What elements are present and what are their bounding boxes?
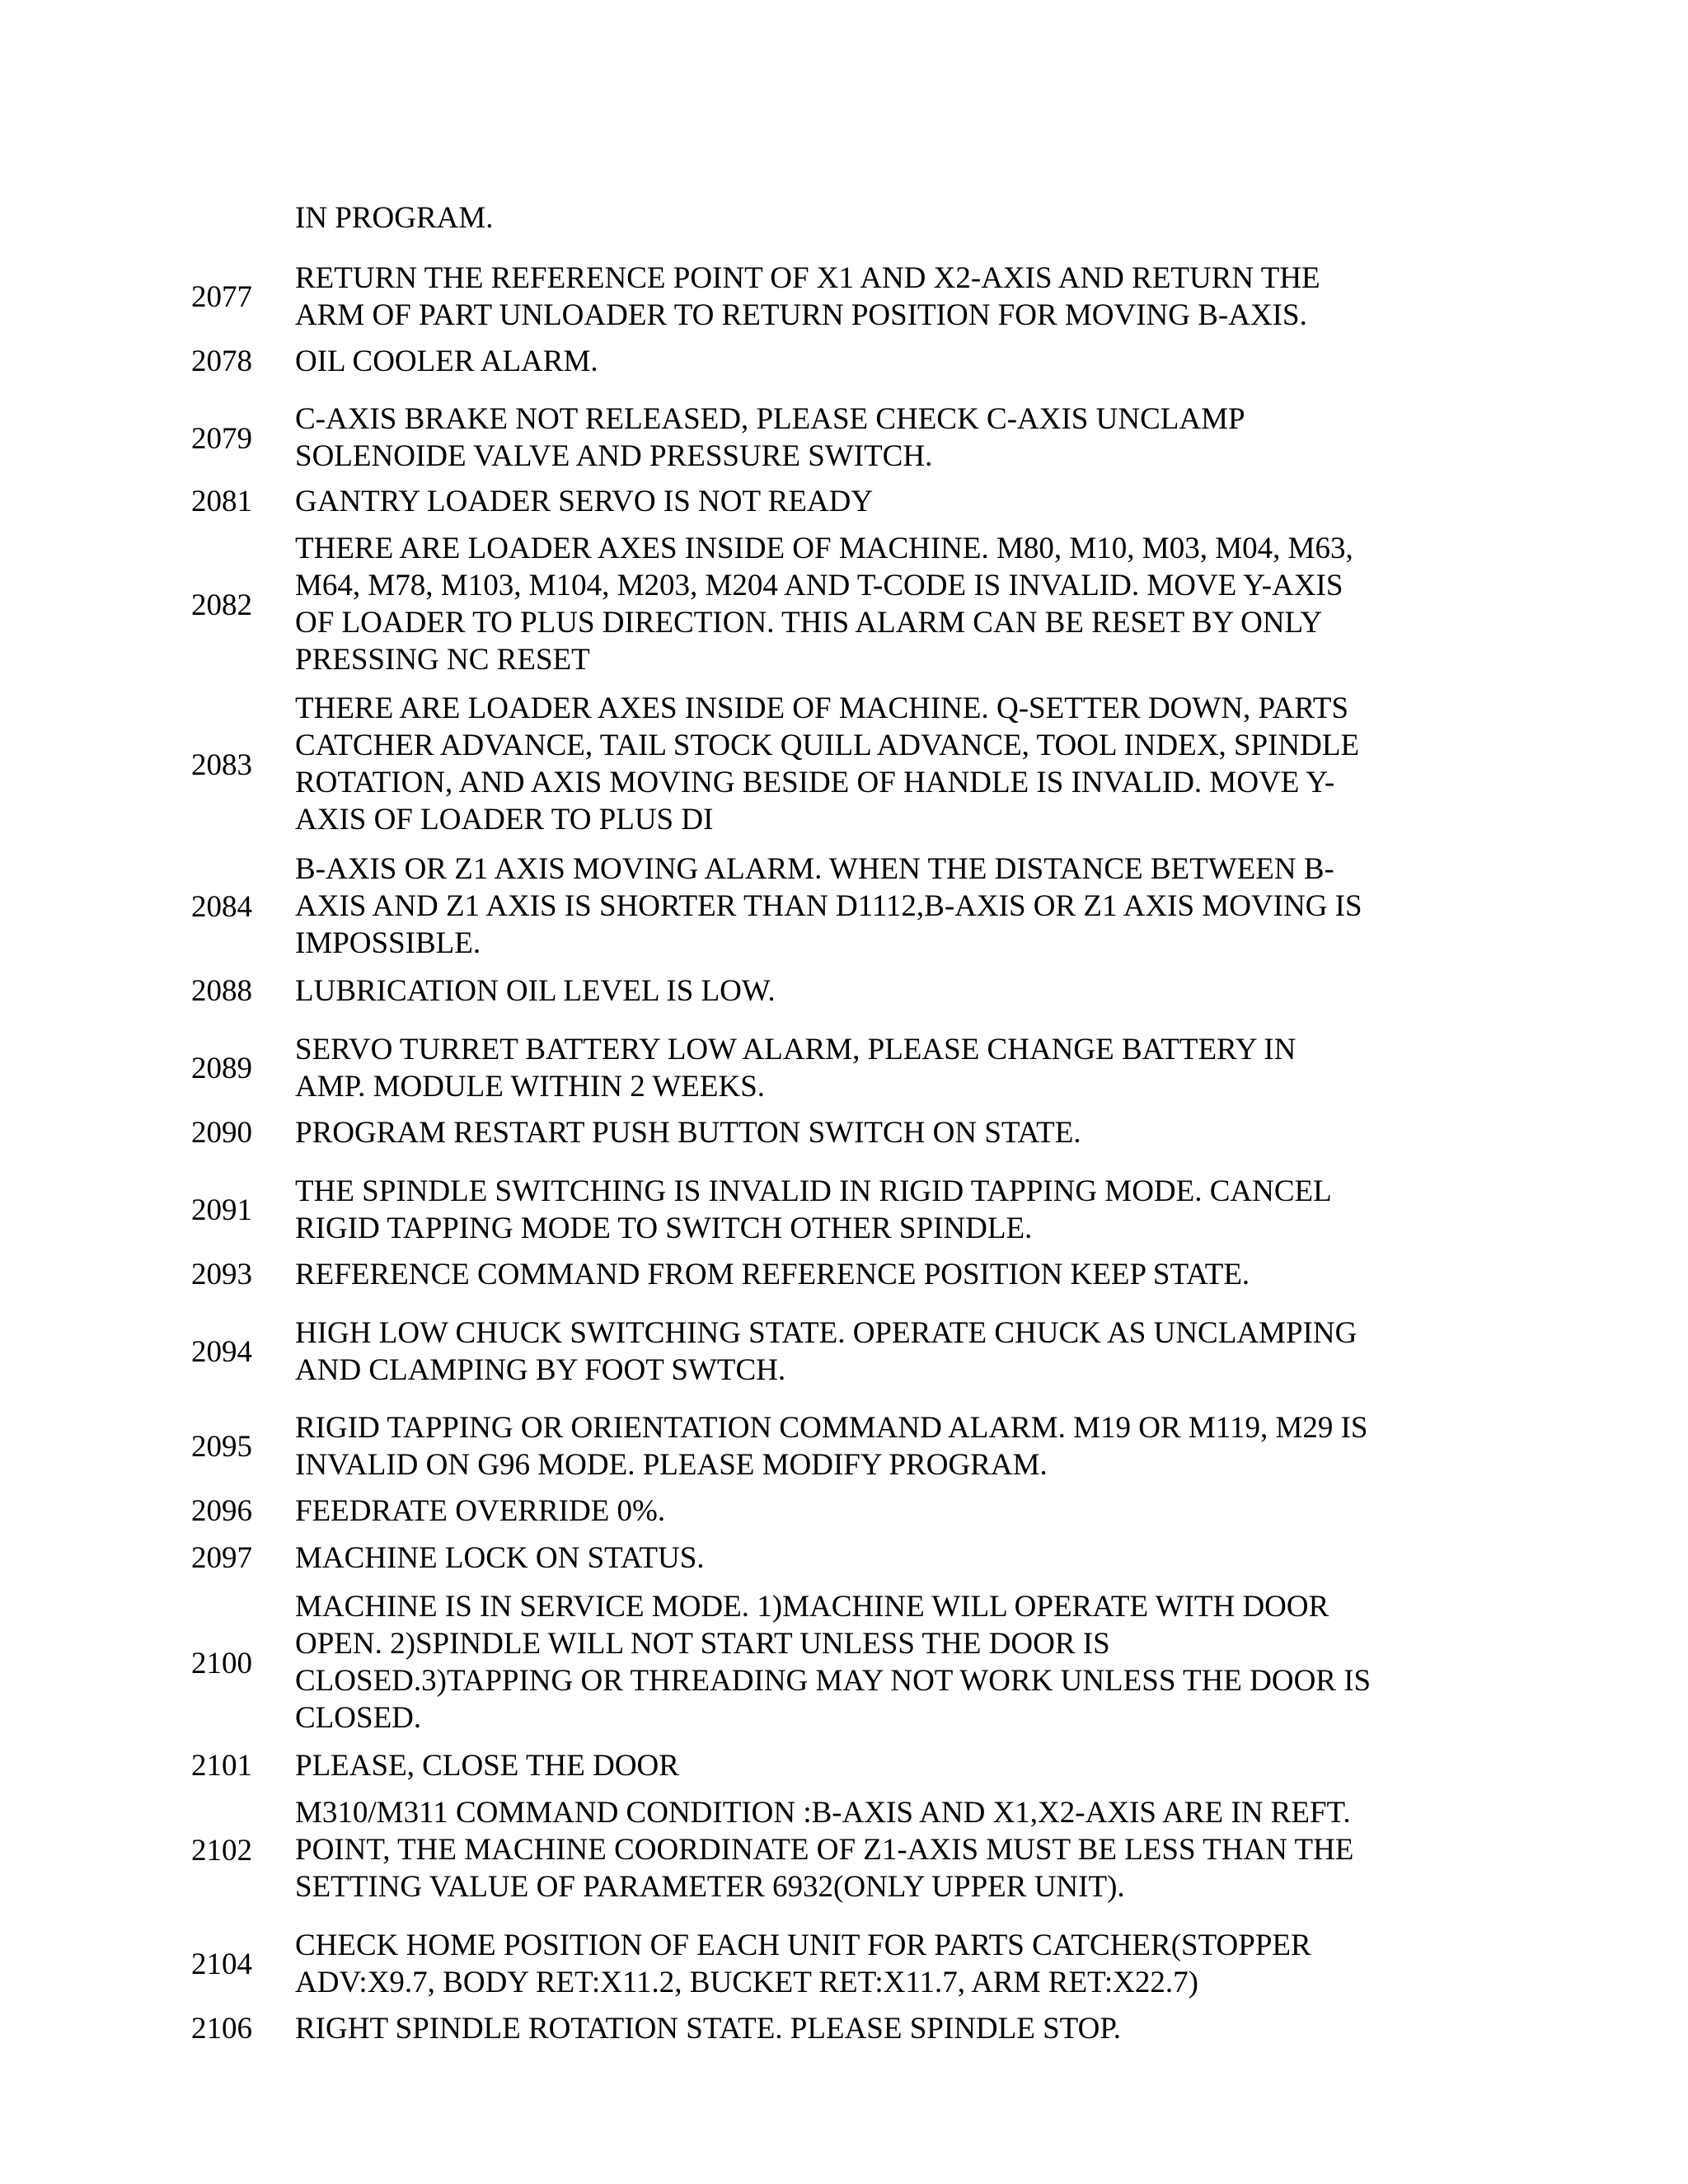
- alarm-description: GANTRY LOADER SERVO IS NOT READY: [295, 485, 874, 518]
- alarm-description: OIL COOLER ALARM.: [295, 344, 598, 378]
- alarm-code: 2096: [191, 1494, 252, 1528]
- alarm-code: 2084: [191, 890, 252, 924]
- alarm-code: 2094: [191, 1335, 252, 1369]
- continuation-text: IN PROGRAM.: [295, 201, 494, 235]
- alarm-code: 2082: [191, 588, 252, 622]
- alarm-code: 2088: [191, 974, 252, 1008]
- alarm-code: 2077: [191, 280, 252, 314]
- alarm-code: 2078: [191, 344, 252, 378]
- alarm-code: 2100: [191, 1647, 252, 1680]
- alarm-code: 2095: [191, 1430, 252, 1464]
- alarm-description: THERE ARE LOADER AXES INSIDE OF MACHINE. Q-SETTER DOWN, PARTS CATCHER ADVANCE, TAIL STOCK QUILL ADVANCE, TOOL INDEX, SPINDLE ROTATION, AND AXIS MOVING BESIDE OF HANDLE IS INVALID. MOVE Y- AXIS OF LOADER TO PLUS DI: [295, 691, 1360, 837]
- alarm-code: 2093: [191, 1258, 252, 1291]
- alarm-description: THE SPINDLE SWITCHING IS INVALID IN RIGID TAPPING MODE. CANCEL RIGID TAPPING MODE TO SWITCH OTHER SPINDLE.: [295, 1174, 1332, 1245]
- alarm-description: MACHINE IS IN SERVICE MODE. 1)MACHINE WILL OPERATE WITH DOOR OPEN. 2)SPINDLE WILL NOT START UNLESS THE DOOR IS CLOSED.3)TAPPING OR THREADING MAY NOT WORK UNLESS THE DOOR IS CLOSED.: [295, 1590, 1372, 1735]
- alarm-code: 2106: [191, 2012, 252, 2046]
- alarm-description: LUBRICATION OIL LEVEL IS LOW.: [295, 974, 776, 1008]
- alarm-code: 2091: [191, 1193, 252, 1227]
- alarm-description: C-AXIS BRAKE NOT RELEASED, PLEASE CHECK C-AXIS UNCLAMP SOLENOIDE VALVE AND PRESSURE SWITCH.: [295, 402, 1245, 473]
- alarm-description: PLEASE, CLOSE THE DOOR: [295, 1749, 679, 1783]
- alarm-description: MACHINE LOCK ON STATUS.: [295, 1541, 705, 1575]
- alarm-description: CHECK HOME POSITION OF EACH UNIT FOR PARTS CATCHER(STOPPER ADV:X9.7, BODY RET:X11.2, BUCKET RET:X11.7, ARM RET:X22.7): [295, 1929, 1311, 1999]
- alarm-code: 2101: [191, 1749, 252, 1783]
- alarm-description: THERE ARE LOADER AXES INSIDE OF MACHINE. M80, M10, M03, M04, M63, M64, M78, M103, M104, M203, M204 AND T-CODE IS INVALID. MOVE Y-AXIS OF LOADER TO PLUS DIRECTION. THIS ALARM CAN BE RESET BY ONLY PRESSING NC RESET: [295, 532, 1353, 677]
- alarm-description: M310/M311 COMMAND CONDITION :B-AXIS AND X1,X2-AXIS ARE IN REFT. POINT, THE MACHINE COORDINATE OF Z1-AXIS MUST BE LESS THAN THE SETTING VALUE OF PARAMETER 6932(ONLY UPPER UNIT).: [295, 1796, 1354, 1904]
- alarm-code: 2081: [191, 485, 252, 518]
- alarm-description: SERVO TURRET BATTERY LOW ALARM, PLEASE CHANGE BATTERY IN AMP. MODULE WITHIN 2 WEEKS.: [295, 1033, 1296, 1104]
- alarm-description: B-AXIS OR Z1 AXIS MOVING ALARM. WHEN THE DISTANCE BETWEEN B- AXIS AND Z1 AXIS IS SHORTER THAN D1112,B-AXIS OR Z1 AXIS MOVING IS IMPOSSIBLE.: [295, 852, 1362, 960]
- alarm-description: FEEDRATE OVERRIDE 0%.: [295, 1494, 666, 1528]
- alarm-code: 2083: [191, 748, 252, 782]
- alarm-description: REFERENCE COMMAND FROM REFERENCE POSITION KEEP STATE.: [295, 1258, 1250, 1291]
- alarm-code: 2089: [191, 1052, 252, 1085]
- alarm-description: RETURN THE REFERENCE POINT OF X1 AND X2-AXIS AND RETURN THE ARM OF PART UNLOADER TO RETURN POSITION FOR MOVING B-AXIS.: [295, 261, 1320, 332]
- alarm-code: 2090: [191, 1116, 252, 1150]
- alarm-code: 2079: [191, 422, 252, 456]
- alarm-code: 2102: [191, 1834, 252, 1868]
- alarm-description: PROGRAM RESTART PUSH BUTTON SWITCH ON STATE.: [295, 1116, 1081, 1150]
- alarm-description: RIGHT SPINDLE ROTATION STATE. PLEASE SPINDLE STOP.: [295, 2012, 1122, 2046]
- alarm-code: 2104: [191, 1947, 252, 1981]
- alarm-code: 2097: [191, 1541, 252, 1575]
- alarm-description: RIGID TAPPING OR ORIENTATION COMMAND ALARM. M19 OR M119, M29 IS INVALID ON G96 MODE. PLEASE MODIFY PROGRAM.: [295, 1411, 1368, 1482]
- alarm-description: HIGH LOW CHUCK SWITCHING STATE. OPERATE CHUCK AS UNCLAMPING AND CLAMPING BY FOOT SWTCH.: [295, 1316, 1357, 1387]
